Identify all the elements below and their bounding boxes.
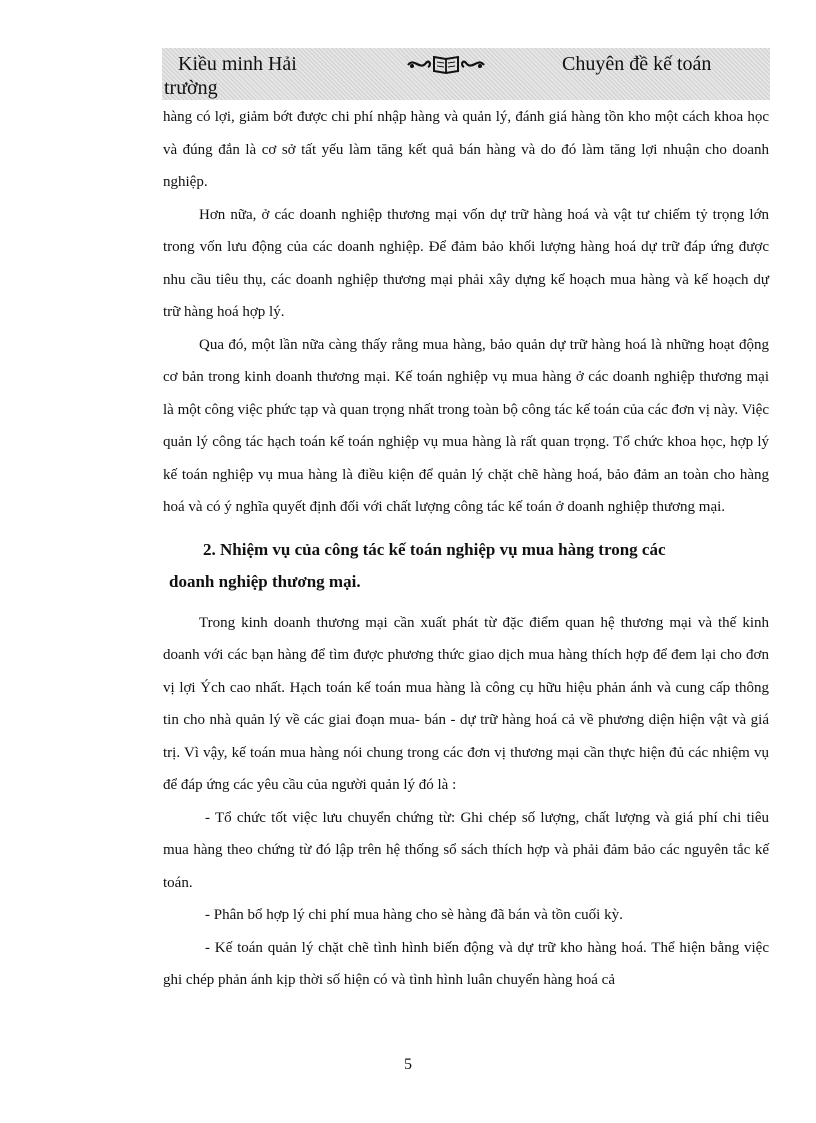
paragraph-purchasing-importance: Qua đó, một lần nữa càng thấy rằng mua hàng, bảo quản dự trữ hàng hoá là những hoạt động cơ bản trong kinh doanh thương mại. Kế toán nghiệp vụ mua hàng ở các doanh nghiệp thương mại là một công việc phức tạp và quan trọng nhất trong toàn bộ công tác kế toán của các đơn vị này. Việc quản lý công tác hạch toán kế toán nghiệp vụ mua hàng là rất quan trọng. Tổ chức khoa học, hợp lý kế toán nghiệp vụ mua hàng là điều kiện để quản lý chặt chẽ hàng hoá, bảo đảm an toàn cho hàng hoá và có ý nghĩa quyết định đối với chất lượng công tác kế toán ở doanh nghiệp thương mại.	[163, 336, 769, 515]
page-header	[162, 48, 770, 100]
header-author-continued: trường	[164, 77, 218, 99]
page-number: 5	[404, 1056, 412, 1073]
paragraph-tasks-intro: Trong kinh doanh thương mại cần xuất phát từ đặc điểm quan hệ thương mại và thế kinh doanh với các bạn hàng để tìm được phương thức giao dịch mua hàng thích hợp để đem lại cho đơn vị lợi Ých cao nhất. Hạch toán kế toán mua hàng là công cụ hữu hiệu phản ánh và cung cấp thông tin cho nhà quản lý về các giai đoạn mua- bán - dự trữ hàng hoá cả về phương diện hiện vật và giá trị. Vì vậy, kế toán mua hàng nói chung trong các đơn vị thương mại cần thực hiện đủ các nhiệm vụ để đáp ứng các yêu cầu của người quản lý đó là :	[163, 614, 769, 793]
paragraph-continuation: hàng có lợi, giảm bớt được chi phí nhập hàng và quản lý, đánh giá hàng tồn kho một cách khoa học và đúng đắn là cơ sở tất yếu làm tăng kết quả bán hàng và do đó làm tăng lợi nhuận cho doanh nghiệp.	[163, 109, 769, 190]
section-heading-line2: doanh nghiệp thương mại.	[169, 572, 361, 591]
section-heading-line1: 2. Nhiệm vụ của công tác kế toán nghiệp vụ mua hàng trong các	[203, 539, 666, 559]
header-title: Chuyên đề kế toán	[562, 53, 712, 75]
list-item-inventory-control: - Kế toán quản lý chặt chẽ tình hình biến động và dự trữ kho hàng hoá. Thể hiện bằng việc ghi chép phản ánh kịp thời số hiện có và tình hình luân chuyển hàng hoá cả	[163, 939, 769, 988]
paragraph-inventory-reserve: Hơn nữa, ở các doanh nghiệp thương mại vốn dự trữ hàng hoá và vật tư chiếm tỷ trọng lớn trong vốn lưu động của các doanh nghiệp. Để đảm bảo khối lượng hàng hoá dự trữ đáp ứng được nhu cầu tiêu thụ, các doanh nghiệp thương mại phải xây dựng kế hoạch mua hàng và kế hoạch dự trữ hàng hoá hợp lý.	[163, 206, 769, 320]
document-body	[163, 101, 769, 997]
section-heading	[163, 534, 769, 599]
list-item-document-flow: - Tổ chức tốt việc lưu chuyển chứng từ: Ghi chép số lượng, chất lượng và giá phí chi tiêu mua hàng theo chứng từ đó lập trên hệ thống sổ sách thích hợp và phải đảm bảo các nguyên tắc kế toán.	[163, 809, 769, 891]
book-ornament-icon	[406, 53, 486, 75]
list-item-cost-allocation: - Phân bổ hợp lý chi phí mua hàng cho sè hàng đã bán và tồn cuối kỳ.	[205, 907, 623, 923]
header-author: Kiều minh Hải	[178, 53, 297, 75]
